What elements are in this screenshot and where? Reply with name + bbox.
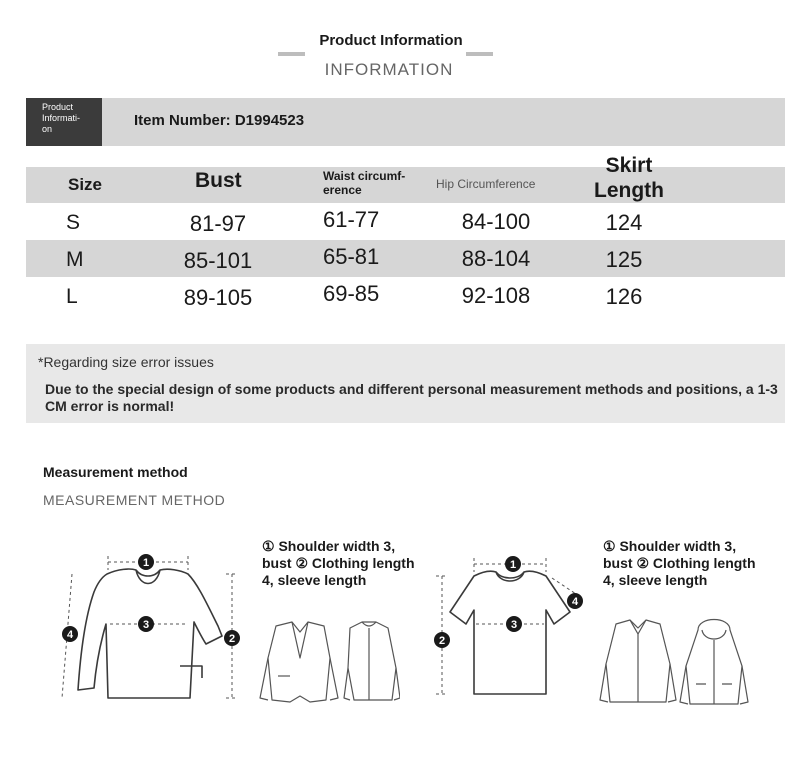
badge-line-1: Product (42, 102, 74, 112)
size-table-header (26, 154, 785, 203)
marker-4-icon (567, 593, 583, 609)
right-measurement-description (603, 538, 778, 589)
cell-waist: 69-85 (323, 281, 380, 306)
table-row (26, 277, 785, 314)
measurement-title: Measurement method (43, 464, 188, 480)
note-title: *Regarding size error issues (38, 354, 214, 370)
product-information-badge (26, 98, 102, 146)
header-size: Size (68, 175, 103, 194)
right-desc-line-3: 4, sleeve length (603, 572, 708, 588)
item-number: Item Number: D1994523 (134, 112, 305, 129)
header-waist-line-1: Waist circumf- (323, 169, 406, 183)
tshirt-measurement-diagram (430, 552, 590, 702)
marker-4-label: 4 (571, 596, 579, 608)
page-title: Product Information (319, 32, 463, 49)
item-number-bar (26, 98, 785, 146)
cell-size: S (66, 211, 81, 234)
measurement-subtitle: MEASUREMENT METHOD (43, 492, 226, 508)
sweater-measurement-diagram (50, 548, 246, 718)
marker-1-label: 1 (142, 557, 150, 569)
right-desc-line-2: bust ② Clothing length (603, 555, 756, 571)
cell-waist: 65-81 (323, 244, 380, 269)
marker-2-label: 2 (228, 633, 236, 645)
marker-4-icon (62, 626, 78, 642)
left-desc-line-1: ① Shoulder width 3, (262, 538, 396, 554)
marker-3-icon (138, 616, 154, 632)
shirt-hoodie-sketches (594, 614, 750, 710)
marker-2-label: 2 (438, 635, 446, 647)
header-skirt-length (574, 153, 684, 203)
header-waist-line-2: erence (323, 183, 362, 197)
marker-3-label: 3 (510, 619, 518, 631)
marker-1-icon (505, 556, 521, 572)
marker-2-icon (434, 632, 450, 648)
cell-skirt-length: 126 (605, 284, 643, 309)
page-subtitle: INFORMATION (324, 60, 454, 79)
marker-2-icon (224, 630, 240, 646)
right-desc-line-1: ① Shoulder width 3, (603, 538, 737, 554)
header-skirt-line-1: Skirt (605, 154, 653, 177)
marker-1-icon (138, 554, 154, 570)
table-row (26, 240, 785, 277)
left-desc-line-2: bust ② Clothing length (262, 555, 415, 571)
cell-bust: 89-105 (183, 285, 253, 310)
size-error-note (26, 344, 785, 423)
cell-size: M (66, 248, 84, 271)
cell-bust: 85-101 (183, 248, 253, 273)
size-table (26, 154, 785, 314)
cell-hip: 84-100 (461, 209, 531, 234)
table-row (26, 203, 785, 240)
cell-bust: 81-97 (189, 211, 247, 236)
header-left-rule (278, 52, 305, 56)
header-hip: Hip Circumference (436, 177, 536, 191)
header-bust: Bust (195, 169, 242, 192)
cell-skirt-length: 124 (605, 210, 643, 235)
header-skirt-line-2: Length (594, 179, 664, 202)
cell-hip: 92-108 (461, 283, 531, 308)
header-right-rule (466, 52, 493, 56)
badge-line-2: Informati- (42, 113, 81, 123)
note-body: Due to the special design of some products and different personal measurement methods and positions, a 1-3 CM error is normal! (45, 381, 778, 414)
left-measurement-description (262, 538, 437, 589)
marker-4-label: 4 (66, 629, 74, 641)
cell-skirt-length: 125 (605, 247, 643, 272)
header-waist (323, 169, 423, 197)
badge-line-3: on (42, 124, 53, 134)
left-desc-line-3: 4, sleeve length (262, 572, 367, 588)
marker-3-icon (506, 616, 522, 632)
cell-waist: 61-77 (323, 207, 380, 232)
blazer-jacket-sketches (250, 618, 400, 710)
marker-3-label: 3 (142, 619, 150, 631)
cell-size: L (66, 285, 78, 308)
marker-1-label: 1 (509, 559, 517, 571)
cell-hip: 88-104 (461, 246, 531, 271)
